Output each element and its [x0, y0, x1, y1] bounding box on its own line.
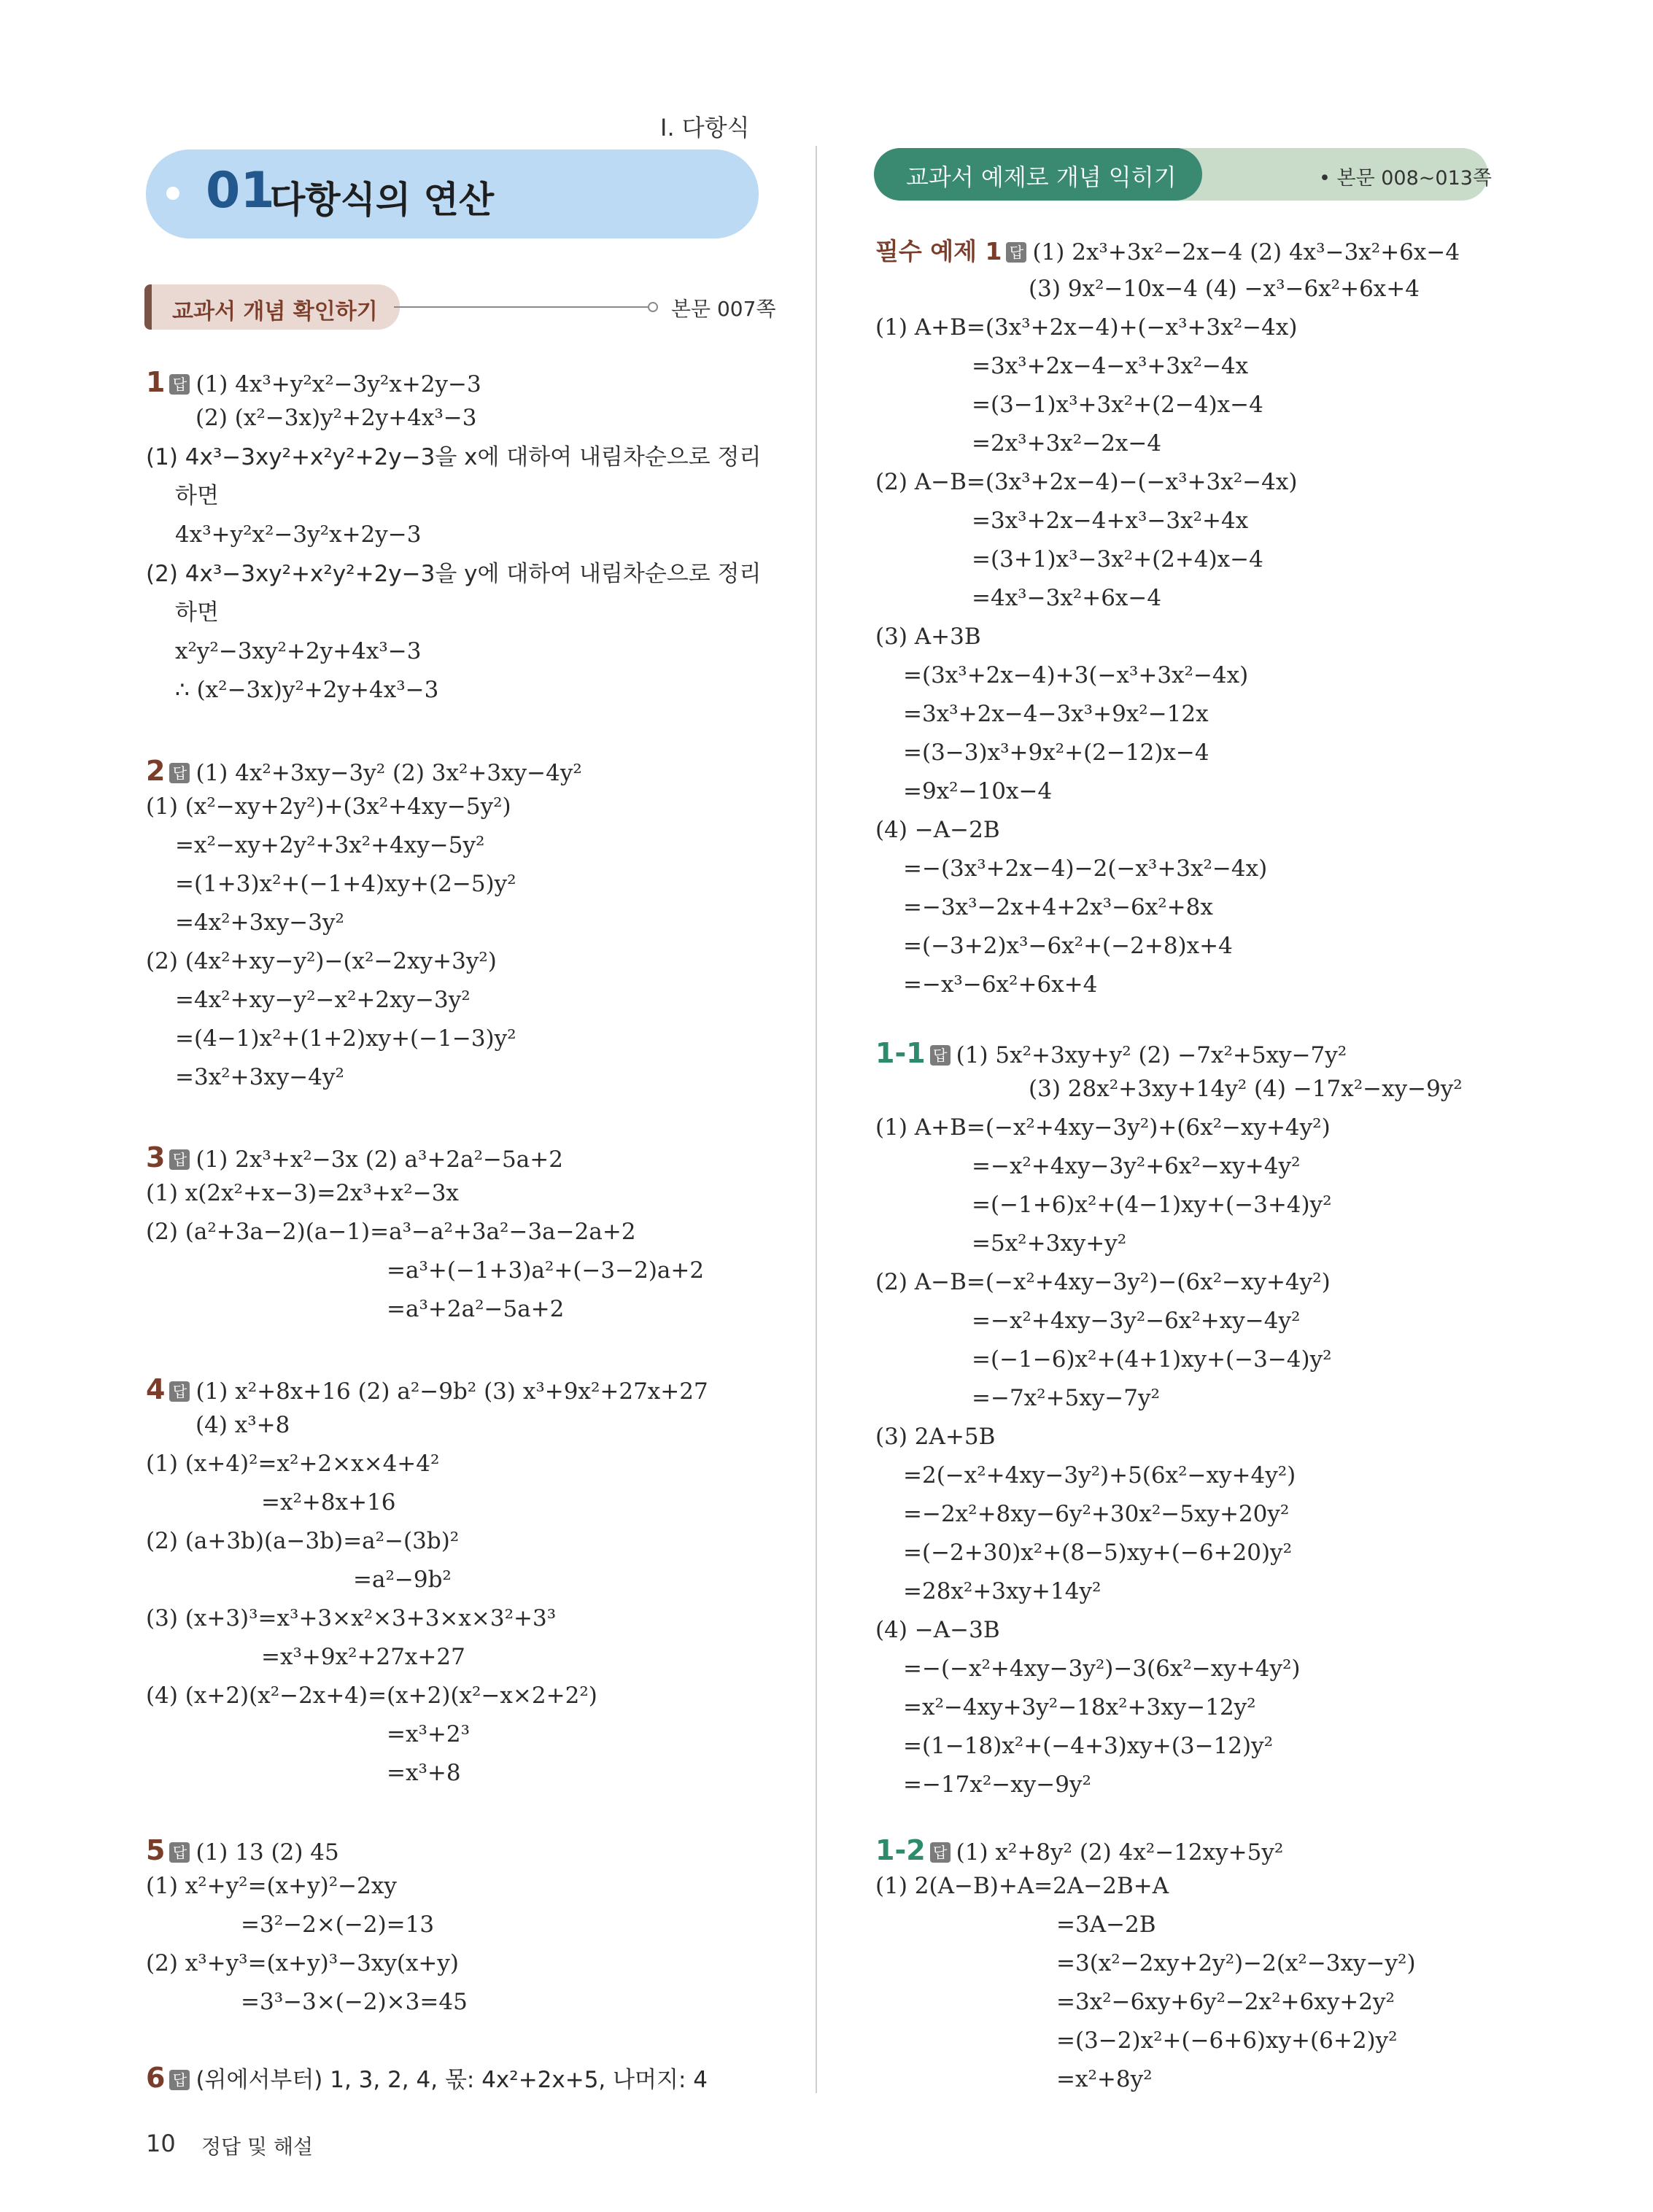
solution-line: (3) 28x²+3xy+14y² (4) −17x²−xy−9y²	[1029, 1076, 1463, 1102]
solution-line: =x³+9x²+27x+27	[261, 1644, 465, 1670]
solution-line: 하면	[175, 599, 219, 626]
solution-line: (1) 4x³−3xy²+x²y²+2y−3을 x에 대하여 내림차순으로 정리	[146, 444, 762, 470]
solution-line: =3x³+2x−4−3x³+9x²−12x	[903, 701, 1209, 727]
solution-line: (2) (a²+3a−2)(a−1)=a³−a²+3a²−3a−2a+2	[146, 1219, 636, 1245]
page-reference-right: • 본문 008~013쪽	[1319, 167, 1493, 190]
solution-line: =(3−2)x²+(−6+6)xy+(6+2)y²	[1056, 2027, 1398, 2054]
problem-number: 3	[146, 1141, 166, 1173]
page-number: 10	[146, 2130, 176, 2157]
solution-line: =−2x²+8xy−6y²+30x²−5xy+20y²	[903, 1501, 1290, 1527]
solution-line: (1) x²+y²=(x+y)²−2xy	[146, 1873, 397, 1899]
problem-number: 6	[146, 2062, 166, 2094]
solution-line: =3A−2B	[1056, 1912, 1156, 1938]
solution-line: =a³+2a²−5a+2	[387, 1296, 565, 1322]
footer-label: 정답 및 해설	[201, 2135, 314, 2159]
solution-line: =(−2+30)x²+(8−5)xy+(−6+20)y²	[903, 1540, 1292, 1566]
problem-number: 2	[146, 755, 166, 787]
solution-line: (2) A−B=(3x³+2x−4)−(−x³+3x²−4x)	[875, 469, 1298, 495]
divider-line	[394, 306, 649, 308]
solution-line: =−3x³−2x+4+2x³−6x²+8x	[903, 894, 1213, 920]
chapter-label: I. 다항식	[660, 114, 750, 141]
answer-badge-icon: 답	[1006, 242, 1026, 263]
solution-line: =9x²−10x−4	[903, 778, 1053, 804]
solution-line: =(4−1)x²+(1+2)xy+(−1−3)y²	[175, 1025, 516, 1052]
solution-line: =(3−3)x³+9x²+(2−12)x−4	[903, 740, 1209, 766]
solution-line: 하면	[175, 483, 219, 509]
solution-line: =4x²+3xy−3y²	[175, 909, 344, 936]
solution-line: =x²+8x+16	[261, 1489, 396, 1516]
example-label: 1-2	[875, 1834, 926, 1866]
solution-line: ∴ (x²−3x)y²+2y+4x³−3	[175, 677, 439, 703]
section-title: 다항식의 연산	[270, 179, 495, 221]
solution-line: =3x³+2x−4+x³−3x²+4x	[972, 508, 1249, 534]
solution-line: (1) 2(A−B)+A=2A−2B+A	[875, 1873, 1169, 1899]
solution-line: =(−1−6)x²+(4+1)xy+(−3−4)y²	[972, 1346, 1332, 1373]
example-label: 1-1	[875, 1037, 926, 1069]
solution-line: (2) (x²−3x)y²+2y+4x³−3	[196, 405, 477, 431]
example-banner-label: 교과서 예제로 개념 익히기	[906, 163, 1177, 191]
solution-line: =(3x³+2x−4)+3(−x³+3x²−4x)	[903, 662, 1249, 688]
solution-line: =−x³−6x²+6x+4	[903, 971, 1098, 998]
solution-line: =−x²+4xy−3y²+6x²−xy+4y²	[972, 1153, 1301, 1179]
solution-line: =a²−9b²	[353, 1567, 452, 1593]
solution-line: =3²−2×(−2)=13	[241, 1912, 435, 1938]
column-divider	[816, 146, 817, 2093]
problem-4-answer: 4 답 (1) x²+8x+16 (2) a²−9b² (3) x³+9x²+27x+27	[146, 1373, 708, 1405]
answer-badge-icon: 답	[169, 374, 190, 395]
problem-number: 4	[146, 1373, 166, 1405]
section-number: 01	[206, 162, 275, 220]
solution-line: (2) A−B=(−x²+4xy−3y²)−(6x²−xy+4y²)	[875, 1269, 1331, 1295]
problem-3-answer: 3 답 (1) 2x³+x²−3x (2) a³+2a²−5a+2	[146, 1141, 563, 1173]
solution-line: =(3+1)x³−3x²+(2+4)x−4	[972, 546, 1263, 573]
page-reference: 본문 007쪽	[671, 297, 776, 321]
answer-badge-icon: 답	[169, 1381, 190, 1402]
solution-line: =x²−xy+2y²+3x²+4xy−5y²	[175, 832, 485, 858]
solution-line: =−x²+4xy−3y²−6x²+xy−4y²	[972, 1308, 1301, 1334]
answer-badge-icon: 답	[930, 1045, 951, 1066]
solution-line: =2x³+3x²−2x−4	[972, 430, 1162, 457]
solution-line: =(−3+2)x³−6x²+(−2+8)x+4	[903, 933, 1233, 959]
solution-line: (1) A+B=(3x³+2x−4)+(−x³+3x²−4x)	[875, 314, 1298, 341]
solution-line: =(−1+6)x²+(4−1)xy+(−3+4)y²	[972, 1192, 1332, 1218]
solution-line: =x²+8y²	[1056, 2066, 1153, 2092]
solution-line: =(3−1)x³+3x²+(2−4)x−4	[972, 392, 1263, 418]
concept-check-label: 교과서 개념 확인하기	[172, 299, 378, 325]
solution-line: =−17x²−xy−9y²	[903, 1771, 1091, 1798]
problem-2-answer: 2 답 (1) 4x²+3xy−3y² (2) 3x²+3xy−4y²	[146, 755, 582, 787]
solution-line: (3) A+3B	[875, 624, 981, 650]
line-end-dot-icon	[648, 302, 658, 312]
solution-line: =(1−18)x²+(−4+3)xy+(3−12)y²	[903, 1733, 1274, 1759]
solution-line: =2(−x²+4xy−3y²)+5(6x²−xy+4y²)	[903, 1462, 1296, 1489]
solution-line: =3x³+2x−4−x³+3x²−4x	[972, 353, 1249, 379]
answer-badge-icon: 답	[169, 2070, 190, 2090]
solution-line: =−7x²+5xy−7y²	[972, 1385, 1160, 1411]
solution-line: =4x²+xy−y²−x²+2xy−3y²	[175, 987, 471, 1013]
solution-line: =3³−3×(−2)×3=45	[241, 1989, 468, 2015]
problem-5-answer: 5 답 (1) 13 (2) 45	[146, 1834, 339, 1866]
solution-line: (4) −A−3B	[875, 1617, 1000, 1643]
solution-line: =x²−4xy+3y²−18x²+3xy−12y²	[903, 1694, 1256, 1720]
solution-line: (1) x(2x²+x−3)=2x³+x²−3x	[146, 1180, 459, 1206]
solution-line: 4x³+y²x²−3y²x+2y−3	[175, 521, 422, 548]
solution-line: (3) 2A+5B	[875, 1424, 996, 1450]
solution-line: =x³+8	[387, 1760, 461, 1786]
example-1-2-answer: 1-2 답 (1) x²+8y² (2) 4x²−12xy+5y²	[875, 1834, 1284, 1866]
solution-line: =3x²+3xy−4y²	[175, 1064, 344, 1090]
solution-line: (4) x³+8	[196, 1412, 290, 1438]
solution-line: (4) (x+2)(x²−2x+4)=(x+2)(x²−x×2+2²)	[146, 1683, 597, 1709]
problem-number: 5	[146, 1834, 166, 1866]
solution-line: =5x²+3xy+y²	[972, 1230, 1127, 1257]
problem-number: 1	[146, 366, 166, 398]
solution-line: (1) (x+4)²=x²+2×x×4+4²	[146, 1451, 440, 1477]
example-1-1-answer: 1-1 답 (1) 5x²+3xy+y² (2) −7x²+5xy−7y²	[875, 1037, 1347, 1069]
solution-line: =3(x²−2xy+2y²)−2(x²−3xy−y²)	[1056, 1950, 1416, 1976]
bullet-dot-icon	[166, 187, 179, 200]
answer-badge-icon: 답	[169, 1149, 190, 1170]
solution-line: (3) 9x²−10x−4 (4) −x³−6x²+6x+4	[1029, 276, 1420, 302]
solution-line: =−(3x³+2x−4)−2(−x³+3x²−4x)	[903, 855, 1268, 882]
solution-line: (2) (4x²+xy−y²)−(x²−2xy+3y²)	[146, 948, 497, 974]
solution-line: =x³+2³	[387, 1721, 471, 1747]
solution-line: (4) −A−2B	[875, 817, 1000, 843]
solution-line: =−(−x²+4xy−3y²)−3(6x²−xy+4y²)	[903, 1656, 1301, 1682]
example-label: 필수 예제 1	[875, 237, 1002, 265]
solution-line: =(1+3)x²+(−1+4)xy+(2−5)y²	[175, 871, 516, 897]
solution-line: (2) (a+3b)(a−3b)=a²−(3b)²	[146, 1528, 460, 1554]
solution-line: (3) (x+3)³=x³+3×x²×3+3×x×3²+3³	[146, 1605, 557, 1631]
problem-6-answer: 6 답 (위에서부터) 1, 3, 2, 4, 몫: 4x²+2x+5, 나머지: 4	[146, 2062, 708, 2094]
solution-line: (1) A+B=(−x²+4xy−3y²)+(6x²−xy+4y²)	[875, 1114, 1331, 1141]
solution-line: =a³+(−1+3)a²+(−3−2)a+2	[387, 1257, 705, 1284]
solution-line: =4x³−3x²+6x−4	[972, 585, 1162, 611]
example-1-answer: 필수 예제 1 답 (1) 2x³+3x²−2x−4 (2) 4x³−3x²+6x−4	[875, 237, 1460, 265]
problem-1-answer: 1 답 (1) 4x³+y²x²−3y²x+2y−3	[146, 366, 481, 398]
solution-line: =28x²+3xy+14y²	[903, 1578, 1102, 1604]
solution-line: (2) x³+y³=(x+y)³−3xy(x+y)	[146, 1950, 460, 1976]
answer-badge-icon: 답	[169, 763, 190, 783]
answer-badge-icon: 답	[930, 1842, 951, 1863]
solution-line: =3x²−6xy+6y²−2x²+6xy+2y²	[1056, 1989, 1395, 2015]
solution-line: (2) 4x³−3xy²+x²y²+2y−3을 y에 대하여 내림차순으로 정리	[146, 561, 762, 587]
solution-line: x²y²−3xy²+2y+4x³−3	[175, 638, 422, 664]
solution-line: (1) (x²−xy+2y²)+(3x²+4xy−5y²)	[146, 793, 511, 820]
answer-badge-icon: 답	[169, 1842, 190, 1863]
